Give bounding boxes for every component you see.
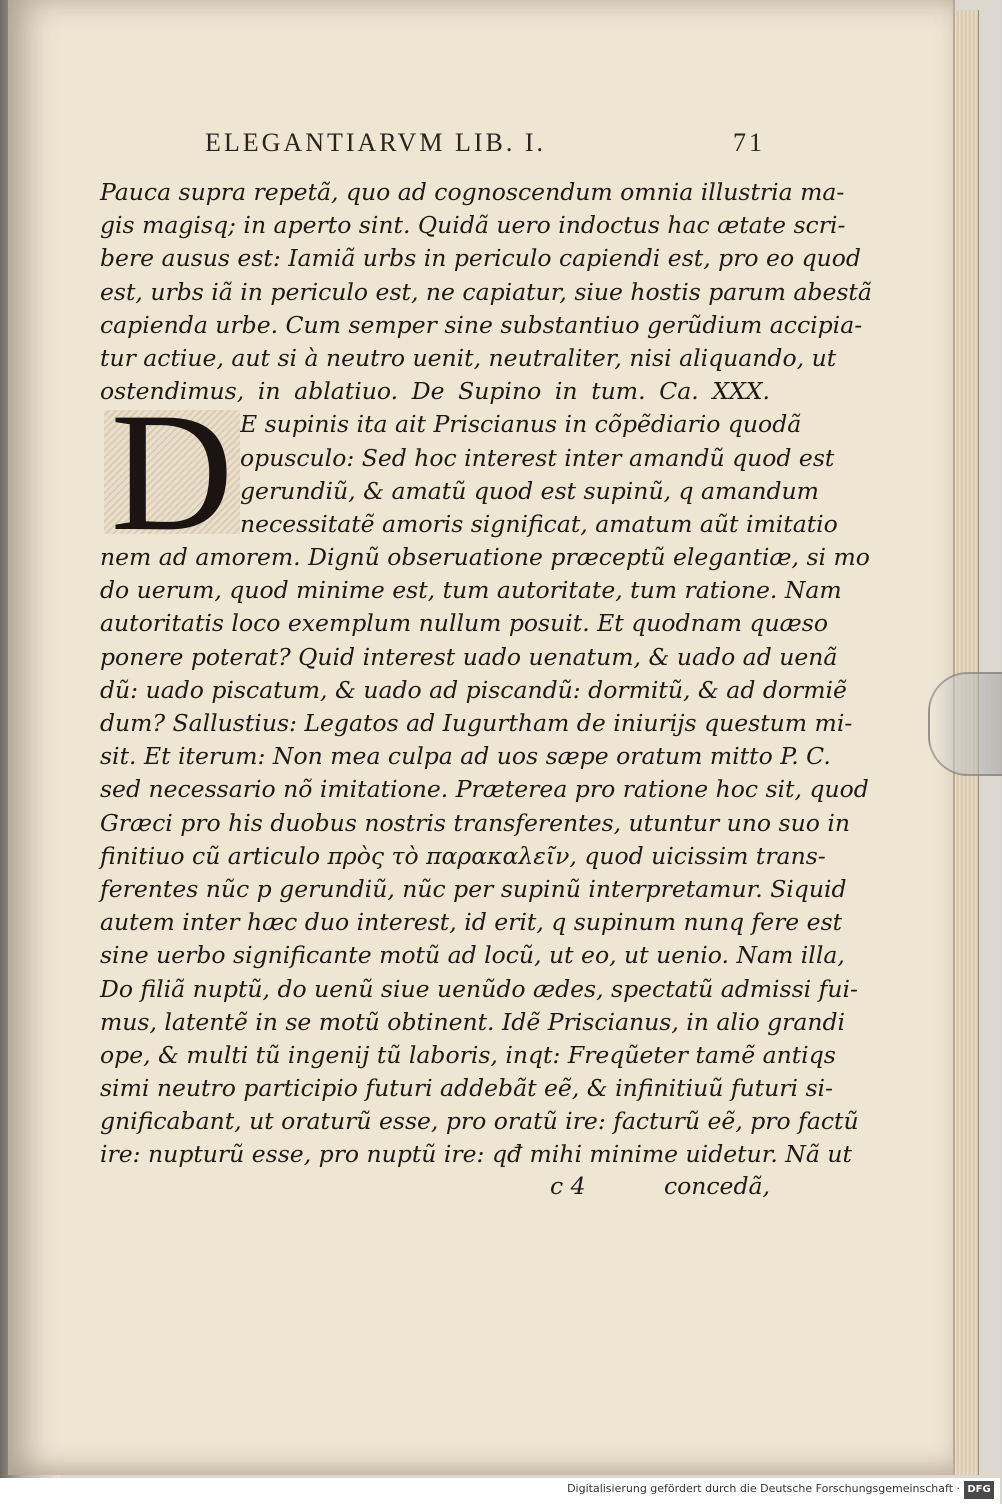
text-line: mus, latentẽ in se motũ obtinent. Idẽ Priscianus, in alio grandi: [100, 1007, 846, 1036]
catchword: concedã,: [663, 1172, 770, 1200]
text-line: gnificabant, ut oraturũ esse, pro oratũ ire: facturũ eẽ, pro factũ: [100, 1107, 859, 1136]
text-line: autoritatis loco exemplum nullum posuit. Et quodnam quæso: [100, 609, 828, 638]
text-line: ponere poterat? Quid interest uado uenatum, & uado ad uenã: [100, 642, 838, 671]
body-text: [100, 176, 872, 1172]
page-clip: [928, 672, 1002, 776]
running-head: [205, 128, 765, 158]
drop-cap-initial: D: [104, 410, 240, 534]
signature-mark: c 4: [550, 1172, 586, 1200]
text-line: E supinis ita ait Priscianus in cõpẽdiario quodã: [240, 410, 802, 439]
text-line: gis magisq; in aperto sint. Quidã uero indoctus hac ætate scri-: [100, 211, 846, 240]
text-line: necessitatẽ amoris significat, amatum aũt imitatio: [240, 509, 838, 538]
text-line: simi neutro participio futuri addebãt eẽ, & infinitiuũ futuri si-: [100, 1074, 833, 1103]
text-line: sit. Et iterum: Non mea culpa ad uos sæpe oratum mitto P. C.: [100, 742, 831, 771]
text-line: gerundiũ, & amatũ quod est supinũ, q amandum: [240, 476, 819, 505]
text-line: sed necessario nõ imitatione. Præterea pro ratione hoc sit, quod: [100, 775, 869, 804]
text-line: ope, & multi tũ ingenij tũ laboris, inqt: Freqũeter tamẽ antiqs: [100, 1040, 836, 1069]
page-number: 71: [733, 128, 765, 157]
text-line: ire: nupturũ esse, pro nuptũ ire: qđ mihi minime uidetur. Nã ut: [100, 1140, 852, 1169]
text-line: sine uerbo significante motũ ad locũ, ut eo, ut uenio. Nam illa,: [100, 941, 845, 970]
running-title: ELEGANTIARVM LIB. I.: [205, 128, 546, 157]
text-line: bere ausus est: Iamiã urbs in periculo capiendi est, pro eo quod: [100, 244, 861, 273]
dfg-logo-icon: DFG: [964, 1481, 994, 1499]
text-line: est, urbs iã in periculo est, ne capiatur, siue hostis parum abestã: [100, 277, 872, 306]
text-line: Do filiã nuptũ, do uenũ siue uenũdo ædes, spectatũ admissi fui-: [100, 974, 858, 1003]
text-line: capienda urbe. Cum semper sine substantiuo gerũdium accipia-: [100, 310, 863, 339]
chapter-heading-line: ostendimus, in ablatiuo. De Supino in tum. Ca. XXX.: [100, 377, 770, 406]
text-line: Græci pro his duobus nostris transferentes, utuntur uno suo in: [100, 808, 851, 837]
text-line: nem ad amorem. Dignũ obseruatione præceptũ elegantiæ, si mo: [100, 543, 870, 572]
text-line: finitiuo cũ articulo πρὸς τὸ παρακαλεῖν, quod uicissim trans-: [100, 841, 826, 870]
text-line: dum? Sallustius: Legatos ad Iugurtham de iniurijs questum mi-: [100, 709, 853, 737]
text-line: ferentes nũc p gerundiũ, nũc per supinũ interpretamur. Siquid: [100, 874, 847, 903]
text-line: dũ: uado piscatum, & uado ad piscandũ: dormitũ, & ad dormiẽ: [100, 675, 847, 704]
text-line: autem inter hæc duo interest, id erit, q supinum nunq fere est: [100, 908, 843, 937]
text-line: tur actiue, aut si à neutro uenit, neutraliter, nisi aliquando, ut: [100, 343, 837, 372]
digitization-footer: [0, 1478, 1000, 1504]
text-line: do uerum, quod minime est, tum autoritate, tum ratione. Nam: [100, 576, 842, 605]
funding-note: Digitalisierung gefördert durch die Deutsche Forschungsgemeinschaft ·: [567, 1482, 960, 1495]
text-line: Pauca supra repetã, quo ad cognoscendum omnia illustria ma-: [100, 178, 845, 206]
text-line: opusculo: Sed hoc interest inter amandũ quod est: [240, 443, 835, 472]
